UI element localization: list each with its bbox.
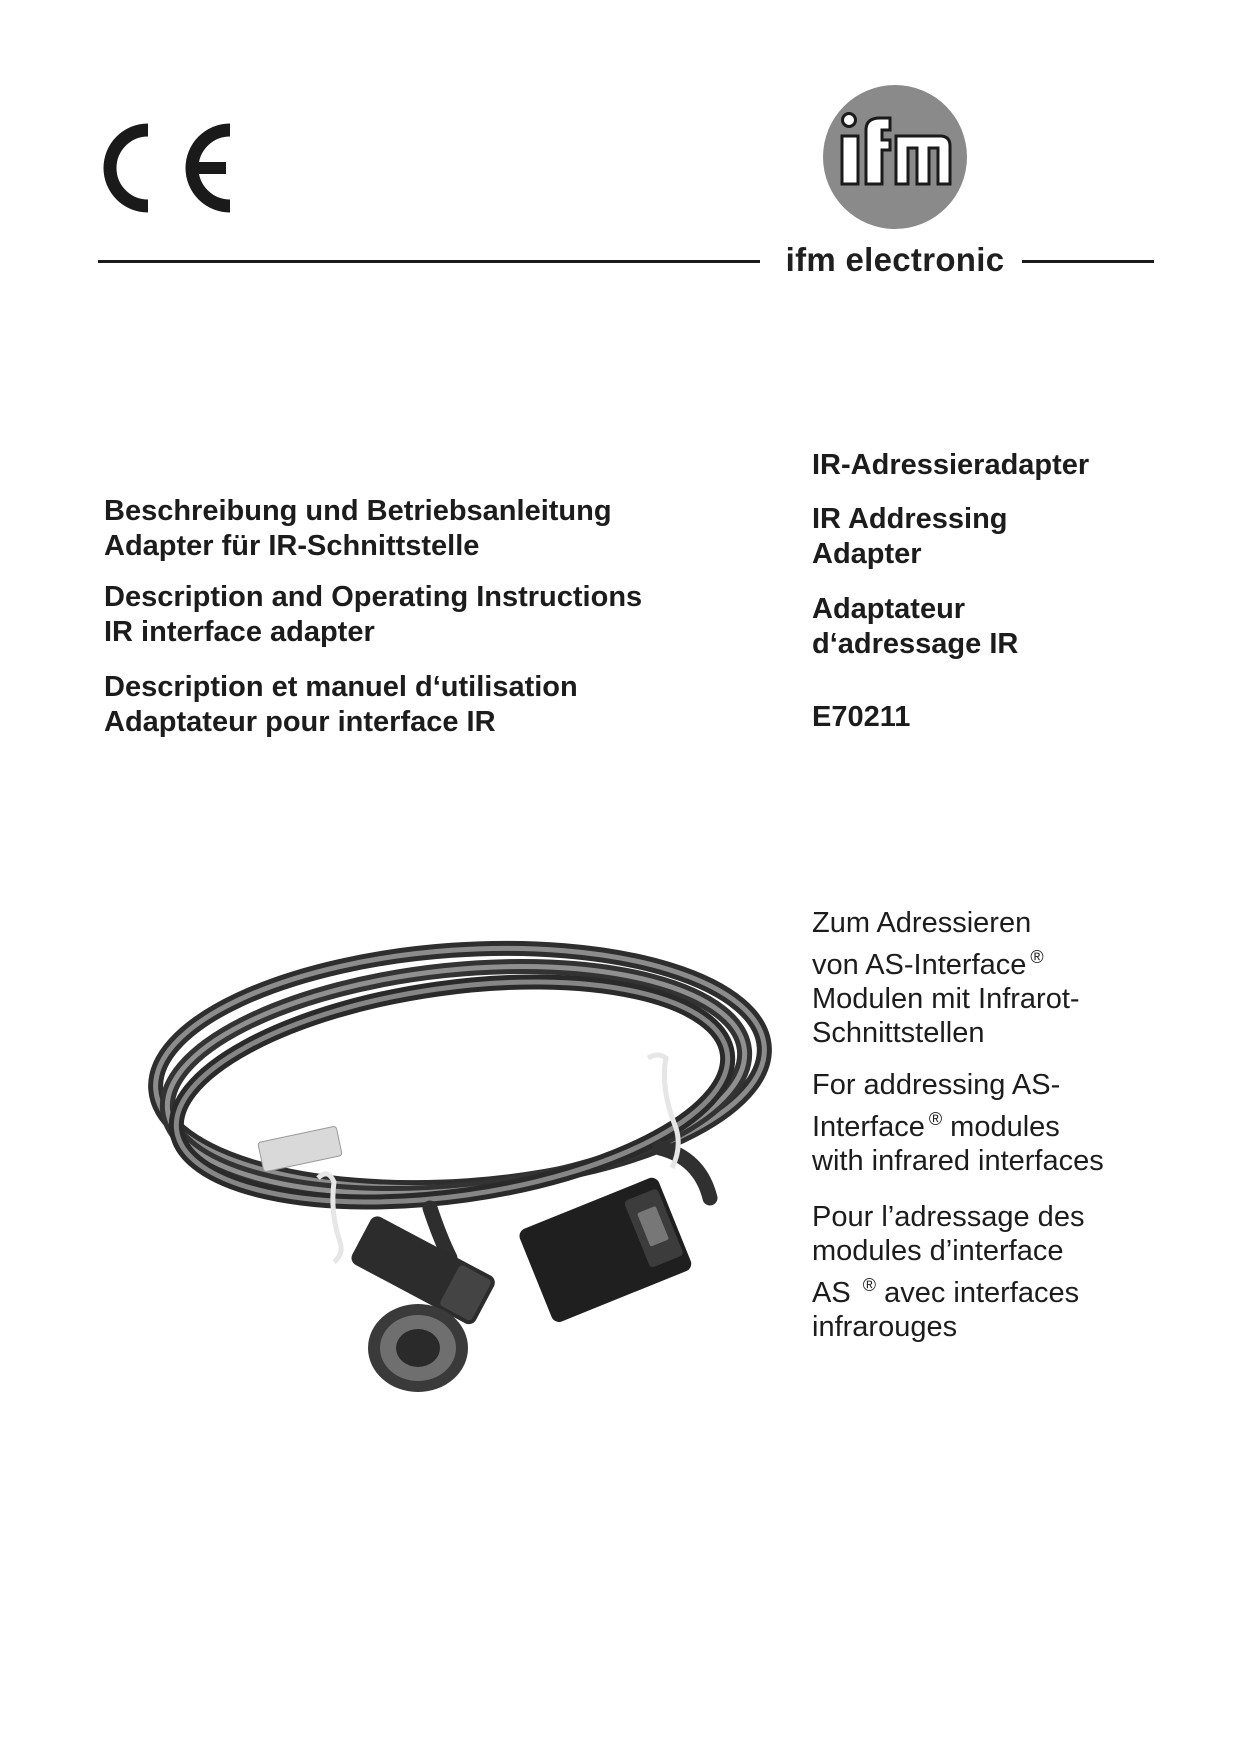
usage-line: AS ® avec interfaces	[812, 1275, 1080, 1309]
usage-line: Schnittstellen	[812, 1017, 985, 1049]
usage-german	[812, 906, 1192, 1050]
product-name-line: d‘adressage IR	[812, 628, 1019, 660]
registered-mark: ®	[862, 1275, 877, 1295]
doc-title-german	[104, 494, 744, 564]
header-rule-left	[98, 260, 760, 263]
product-photo	[100, 908, 810, 1428]
ce-mark-icon	[100, 118, 240, 218]
product-name-line: Adapter	[812, 538, 922, 570]
doc-title-line: IR interface adapter	[104, 616, 375, 648]
doc-title-french	[104, 670, 744, 740]
header-rule-right	[1022, 260, 1154, 263]
product-name-line: IR Addressing	[812, 503, 1008, 535]
usage-line: Modulen mit Infrarot-	[812, 983, 1080, 1015]
product-name-french	[812, 592, 1172, 662]
usage-french	[812, 1200, 1192, 1344]
doc-title-line: Adaptateur pour interface IR	[104, 706, 496, 738]
doc-title-line: Beschreibung und Betriebsanleitung	[104, 495, 612, 527]
product-name-german	[812, 448, 1172, 483]
usage-english	[812, 1068, 1192, 1178]
article-number	[812, 700, 1172, 735]
usage-line: Pour l’adressage des	[812, 1201, 1085, 1233]
doc-title-english	[104, 580, 744, 650]
brand-name: ifm electronic	[785, 241, 1005, 278]
product-name-line: IR-Adressieradapter	[812, 449, 1090, 481]
usage-line: modules d’interface	[812, 1235, 1064, 1267]
registered-mark: ®	[928, 1109, 943, 1129]
registered-mark: ®	[1030, 947, 1044, 967]
usage-line: For addressing AS-	[812, 1069, 1061, 1101]
product-name-line: Adaptateur	[812, 593, 966, 625]
usage-line: Interface ® modules	[812, 1109, 1060, 1143]
doc-title-line: Adapter für IR-Schnittstelle	[104, 530, 480, 562]
doc-title-line: Description and Operating Instructions	[104, 581, 643, 613]
product-name-english	[812, 502, 1172, 572]
usage-line: Zum Adressieren	[812, 907, 1032, 939]
usage-line: with infrared interfaces	[812, 1145, 1104, 1177]
brand-logo	[822, 84, 968, 230]
article-number-text: E70211	[812, 701, 911, 733]
usage-line: von AS-Interface ®	[812, 947, 1044, 981]
doc-title-line: Description et manuel d‘utilisation	[104, 671, 578, 703]
usage-line: infrarouges	[812, 1311, 958, 1343]
